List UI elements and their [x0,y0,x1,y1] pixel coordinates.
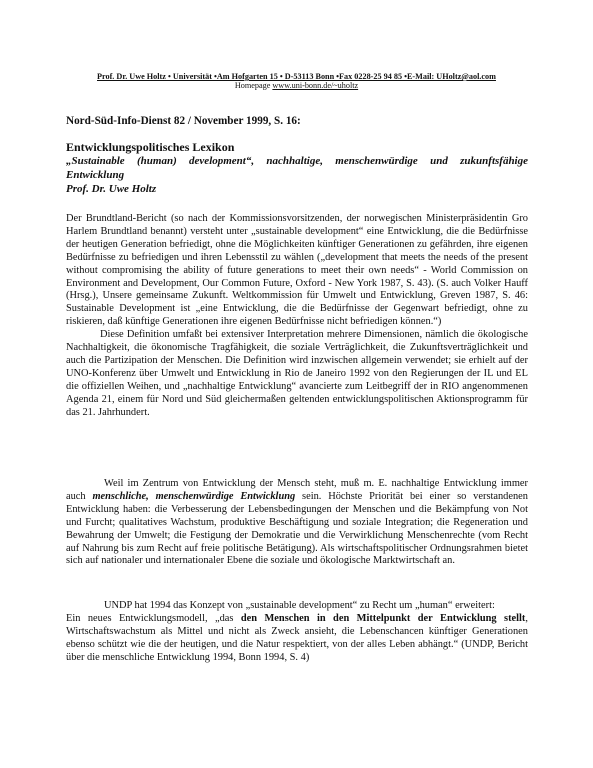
letterhead-homepage-line [40,81,553,90]
article-heading [66,140,528,196]
body-section-1 [66,213,528,420]
letterhead-contact-line: Prof. Dr. Uwe Holtz • Universität •Am Hofgarten 15 • D-53113 Bonn •Fax 0228-25 94 85 •E-Mail: UHoltz@aol.com [97,72,496,81]
body-section-3 [66,600,528,665]
body-section-2 [66,478,528,568]
paragraph-undp-intro: UNDP hat 1994 das Konzept von „sustainable development“ zu Recht um „human“ erweitert: [104,600,495,611]
paragraph-brundtland: Der Brundtland-Bericht (so nach der Kommissionsvorsitzenden, der norwegischen Ministerpräsidentin Gro Harlem Brundtland benannt) versteht unter „sustainable development“ eine Entwicklung, die die Bedürfnisse der heutigen Generation befriedigt, ohne die Möglichkeiten künftiger Generationen zu gefährden, ihre eigenen Bedürfnisse zu befriedigen und ihren Lebensstil zu wählen („development that meets the needs of the present without compromising the ability of future generations to meet their own needs“ - World Commission on Environment and Development, Our Common Future, Oxford - New York 1987, S. 43). (S. auch Volker Hauff (Hrsg.), Unsere gemeinsame Zukunft. Weltkommission für Umwelt und Entwicklung, Greven 1987, S. 46: Sustainable Development ist „eine Entwicklung, die die Bedürfnisse der Gegenwart befriedigt, ohne zu riskieren, daß künftige Generationen ihre eigenen Bedürfnisse nicht befriedigen können.“) [66,213,528,328]
quote-bold-text: den Menschen in den Mittelpunkt der Entwicklung stellt [240,612,526,624]
emphasis-text: menschliche, menschenwürdige Entwicklung [92,490,296,502]
homepage-label: Homepage [234,81,273,90]
paragraph-undp-quote [66,613,528,665]
quote-text: Ein neues Entwicklungsmodell, „das [66,612,241,624]
paragraph-text: Weil im Zentrum von Entwicklung der Mensch steht, muß m. E. nachhaltige Entwicklung immer auch [66,478,528,502]
homepage-link[interactable]: www.uni-bonn.de/~uholtz [272,81,359,90]
article-subtitle: „Sustainable (human) development“, nachhaltige, menschenwürdige und zukunftsfähige Entwicklung [66,155,528,181]
paragraph-text: sein. Höchste Priorität bei einer so verstandenen Entwicklung haben: die Verbesserung der Lebensbedingungen der Menschen und die Bekämpfung von Not und Furcht; qualitatives Wachstum, produktive Beschäftigung und soziale Integration; die Regeneration und Bewahrung der Umwelt; die Festigung der Demokratie und die Verwirklichung Menschenrechte (vom Recht auf Nahrung bis zum Recht auf freie politische Betätigung). Als wirtschaftspolitischer Ordnungsrahmen bietet sich auf nationaler und internationaler Ebene die soziale und ökologische Marktwirtschaft an. [66,490,528,567]
paragraph-definition: Diese Definition umfaßt bei extensiver Interpretation mehrere Dimensionen, nämlich die ökologische Nachhaltigkeit, die ökonomische Tragfähigkeit, die soziale Verträglichkeit, die Zukunftsverträglichkeit und auch die Partizipation der Menschen. Die Definition wird inzwischen allgemein verwendet; sie erhielt auf der UNO-Konferenz über Umwelt und Entwicklung in Rio de Janeiro 1992 von den Regierungen der IL und EL die offiziellen Weihen, und „nachhaltige Entwicklung“ avancierte zum Leitbegriff der in RIO angenommenen Agenda 21, einem für Nord und Süd gleichermaßen geltenden entwicklungspolitischen Aktionsprogramm für das 21. Jahrhundert. [66,329,528,418]
article-title: Entwicklungspolitisches Lexikon [66,140,235,154]
paragraph-human-development [66,478,528,568]
quote-text: , Wirtschaftswachstum als Mittel und nicht als Zweck ansieht, die Lebenschancen künftiger Generationen ebenso schützt wie die der heutigen, und die Natur respektiert, von der alles Leben abhängt.“ (UNDP, Bericht über die menschliche Entwicklung 1994, Bonn 1994, S. 4) [66,612,529,663]
article-author: Prof. Dr. Uwe Holtz [66,183,157,195]
issue-reference: Nord-Süd-Info-Dienst 82 / November 1999, S. 16: [66,115,301,127]
